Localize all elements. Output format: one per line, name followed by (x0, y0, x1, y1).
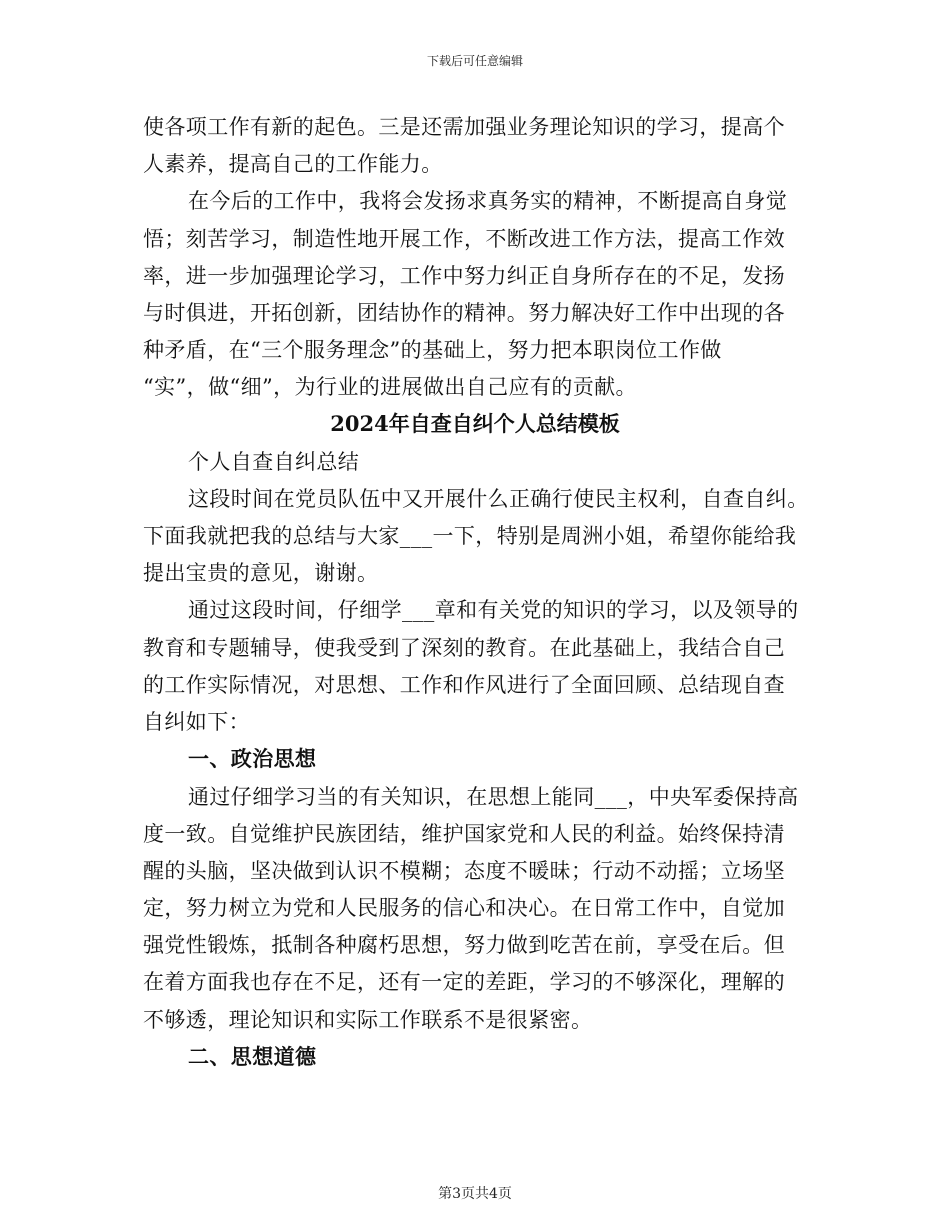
text-line: 教育和专题辅导，使我受到了深刻的教育。在此基础上，我结合自己 (143, 636, 785, 660)
text-line: 在今后的工作中，我将会发扬求真务实的精神，不断提高自身觉 (188, 189, 788, 213)
text-line: 率，进一步加强理论学习，工作中努力纠正自身所存在的不足，发扬 (143, 264, 785, 288)
page-header-note: 下载后可任意编辑 (426, 54, 523, 68)
document-title: 2024年自查自纠个人总结模板 (330, 411, 620, 436)
text-line: 下面我就把我的总结与大家___一下，特别是周洲小姐，希望你能给我 (143, 524, 797, 548)
text-line: 这段时间在党员队伍中又开展什么正确行使民主权利，自查自纠。 (188, 487, 809, 511)
page-number: 第3页共4页 (438, 1186, 512, 1202)
text-line: 人素养，提高自己的工作能力。 (143, 152, 443, 176)
text-line: 自纠如下： (143, 710, 250, 734)
text-line: 提出宝贵的意见，谢谢。 (143, 561, 379, 585)
text-line: 醒的头脑，坚决做到认识不模糊；态度不暖昧；行动不动摇；立场坚 (143, 859, 785, 883)
section-heading: 一、政治思想 (188, 746, 317, 771)
text-line: 使各项工作有新的起色。三是还需加强业务理论知识的学习，提高个 (143, 115, 785, 139)
subtitle-line: 个人自查自纠总结 (188, 450, 360, 474)
section-heading: 二、思想道德 (188, 1044, 317, 1069)
text-line: 不够透，理论知识和实际工作联系不是很紧密。 (143, 1008, 593, 1032)
text-line: 通过仔细学习当的有关知识，在思想上能同___，中央军委保持高 (188, 785, 799, 809)
text-line: 度一致。自觉维护民族团结，维护国家党和人民的利益。始终保持清 (143, 822, 785, 846)
text-line: 通过这段时间，仔细学___章和有关党的知识的学习，以及领导的 (188, 598, 799, 622)
text-line: 在着方面我也存在不足，还有一定的差距，学习的不够深化，理解的 (143, 970, 785, 994)
text-line: 悟；刻苦学习，制造性地开展工作，不断改进工作方法，提高工作效 (143, 227, 785, 251)
text-line: 与时俱进，开拓创新，团结协作的精神。努力解决好工作中出现的各 (143, 301, 785, 325)
text-line: 定，努力树立为党和人民服务的信心和决心。在日常工作中，自觉加 (143, 896, 785, 920)
text-line: 的工作实际情况，对思想、工作和作风进行了全面回顾、总结现自查 (143, 673, 785, 697)
text-line: 强党性锻炼，抵制各种腐朽思想，努力做到吃苦在前，享受在后。但 (143, 933, 785, 957)
text-line: “实”，做“细”，为行业的进展做出自己应有的贡献。 (143, 375, 637, 399)
text-line: 种矛盾，在“三个服务理念”的基础上，努力把本职岗位工作做 (143, 338, 722, 362)
